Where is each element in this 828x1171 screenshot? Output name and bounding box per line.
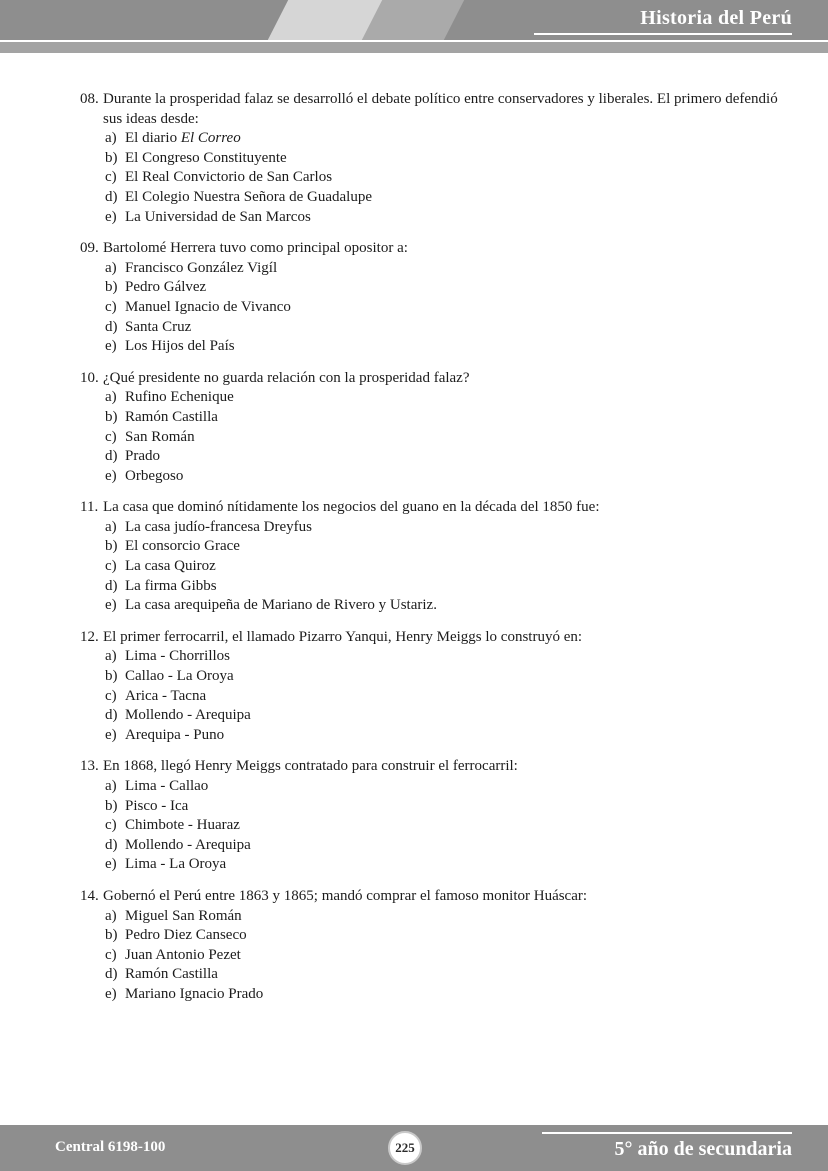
- option-letter: a): [105, 130, 117, 147]
- option-text: El Congreso Constituyente: [125, 149, 287, 166]
- option-b: [105, 149, 790, 169]
- grade-label: 5° año de secundaria: [614, 1138, 792, 1160]
- option-text: Lima - Chorrillos: [125, 648, 230, 665]
- questions: [0, 54, 828, 1017]
- option-letter: a): [105, 518, 117, 535]
- option-b: [105, 537, 790, 557]
- options-list: [105, 388, 790, 486]
- page-header: [0, 0, 828, 53]
- option-letter: e): [105, 597, 117, 614]
- question-09: [80, 239, 790, 357]
- option-text: La casa arequipeña de Mariano de Rivero y Ustariz.: [125, 597, 437, 614]
- option-c: [105, 298, 790, 318]
- question-text: En 1868, llegó Henry Meiggs contratado para construir el ferrocarril:: [103, 758, 518, 775]
- title-underline: [534, 33, 792, 35]
- question-08: [80, 90, 790, 227]
- question-number: 12.: [80, 628, 99, 645]
- option-letter: e): [105, 208, 117, 225]
- option-text: El Colegio Nuestra Señora de Guadalupe: [125, 188, 373, 205]
- question-10: [80, 369, 790, 487]
- option-text: El Real Convictorio de San Carlos: [125, 169, 333, 186]
- option-c: [105, 946, 790, 966]
- options-list: [105, 647, 790, 745]
- course-title: Historia del Perú: [640, 7, 792, 29]
- option-letter: b): [105, 408, 118, 425]
- option-letter: e): [105, 467, 117, 484]
- option-letter: b): [105, 797, 118, 814]
- option-e: [105, 726, 790, 746]
- page-number-badge: 225: [388, 1131, 422, 1165]
- option-b: [105, 797, 790, 817]
- question-text: El primer ferrocarril, el llamado Pizarro Yanqui, Henry Meiggs lo construyó en:: [103, 628, 583, 645]
- options-list: [105, 907, 790, 1005]
- option-text: Mollendo - Arequipa: [125, 836, 251, 853]
- footer-underline: [542, 1132, 792, 1134]
- option-e: [105, 467, 790, 487]
- option-d: [105, 188, 790, 208]
- option-letter: d): [105, 448, 118, 465]
- option-text: Los Hijos del País: [125, 338, 235, 355]
- header-sub-band: [0, 42, 828, 53]
- option-c: [105, 557, 790, 577]
- question-text: La casa que dominó nítidamente los negocios del guano en la década del 1850 fue:: [103, 499, 600, 516]
- option-text: Mollendo - Arequipa: [125, 707, 251, 724]
- option-letter: a): [105, 778, 117, 794]
- option-letter: b): [105, 279, 118, 296]
- option-a: [105, 907, 790, 927]
- options-list: [105, 777, 790, 875]
- option-letter: a): [105, 907, 117, 924]
- option-letter: a): [105, 648, 117, 665]
- option-text: Prado: [125, 448, 160, 465]
- question-number: 08.: [80, 91, 99, 107]
- option-text: Ramón Castilla: [125, 966, 218, 983]
- option-e: [105, 208, 790, 228]
- option-text: La Universidad de San Marcos: [125, 208, 311, 225]
- option-d: [105, 577, 790, 597]
- question-number: 13.: [80, 758, 99, 775]
- option-letter: c): [105, 817, 117, 834]
- option-a: [105, 259, 790, 279]
- question-text: Bartolomé Herrera tuvo como principal opositor a:: [103, 240, 408, 257]
- header-banner: [0, 0, 828, 40]
- question-text: ¿Qué presidente no guarda relación con la prosperidad falaz?: [103, 369, 470, 386]
- option-text: Francisco González Vigíl: [125, 259, 278, 276]
- option-text: Manuel Ignacio de Vivanco: [125, 298, 291, 315]
- option-text: San Román: [125, 428, 195, 445]
- option-text: Callao - La Oroya: [125, 668, 234, 685]
- options-list: [105, 518, 790, 616]
- options-list: [105, 259, 790, 357]
- option-letter: a): [105, 259, 117, 276]
- option-text: Arequipa - Puno: [125, 726, 225, 743]
- option-text: Juan Antonio Pezet: [125, 946, 241, 963]
- option-d: [105, 965, 790, 985]
- question-number: 14.: [80, 887, 99, 904]
- option-a: [105, 777, 790, 797]
- option-b: [105, 408, 790, 428]
- question-12: [80, 628, 790, 746]
- option-a: [105, 647, 790, 667]
- option-text: Orbegoso: [125, 467, 184, 484]
- option-text: Pedro Diez Canseco: [125, 927, 247, 944]
- option-text: El diario El Correo: [125, 130, 241, 147]
- question-stem: [80, 757, 790, 777]
- option-letter: d): [105, 707, 118, 724]
- option-letter: c): [105, 687, 117, 704]
- option-c: [105, 816, 790, 836]
- question-stem: [80, 90, 790, 129]
- option-letter: d): [105, 577, 118, 594]
- option-e: [105, 337, 790, 357]
- option-letter: c): [105, 298, 117, 315]
- option-a: [105, 388, 790, 408]
- option-letter: d): [105, 318, 118, 335]
- option-text: La casa judío-francesa Dreyfus: [125, 518, 312, 535]
- option-text: Santa Cruz: [125, 318, 192, 335]
- option-e: [105, 855, 790, 875]
- option-text: Pisco - Ica: [125, 797, 189, 814]
- question-14: [80, 887, 790, 1005]
- option-letter: e): [105, 338, 117, 355]
- option-letter: c): [105, 946, 117, 963]
- option-text: Rufino Echenique: [125, 389, 234, 406]
- option-letter: c): [105, 558, 117, 575]
- option-a: [105, 518, 790, 538]
- option-letter: d): [105, 966, 118, 983]
- options-list: [105, 129, 790, 227]
- option-text: La firma Gibbs: [125, 577, 217, 594]
- option-letter: b): [105, 149, 118, 166]
- option-text: Pedro Gálvez: [125, 279, 207, 296]
- option-d: [105, 447, 790, 467]
- option-letter: d): [105, 836, 118, 853]
- option-text: Arica - Tacna: [125, 687, 207, 704]
- option-letter: b): [105, 668, 118, 685]
- option-a: [105, 129, 790, 149]
- option-c: [105, 428, 790, 448]
- option-b: [105, 926, 790, 946]
- option-text: Lima - La Oroya: [125, 856, 227, 873]
- option-letter: e): [105, 985, 117, 1002]
- option-text: Ramón Castilla: [125, 408, 218, 425]
- option-d: [105, 836, 790, 856]
- option-b: [105, 667, 790, 687]
- option-b: [105, 278, 790, 298]
- option-d: [105, 706, 790, 726]
- question-stem: [80, 369, 790, 389]
- option-e: [105, 596, 790, 616]
- question-stem: [80, 239, 790, 259]
- option-letter: b): [105, 927, 118, 944]
- option-letter: b): [105, 538, 118, 555]
- option-letter: e): [105, 856, 117, 873]
- question-number: 09.: [80, 240, 99, 257]
- question-stem: [80, 887, 790, 907]
- question-number: 10.: [80, 369, 99, 386]
- page-footer: [0, 1125, 828, 1171]
- option-c: [105, 168, 790, 188]
- option-letter: a): [105, 389, 117, 406]
- option-e: [105, 985, 790, 1005]
- option-letter: e): [105, 726, 117, 743]
- option-letter: c): [105, 428, 117, 445]
- option-d: [105, 318, 790, 338]
- option-text: Miguel San Román: [125, 907, 242, 924]
- question-stem: [80, 628, 790, 648]
- option-letter: d): [105, 188, 118, 205]
- question-text: Durante la prosperidad falaz se desarrolló el debate político entre conservadores y liberales. El primero defendió sus ideas desde:: [103, 91, 778, 127]
- phone-label: Central 6198-100: [55, 1139, 166, 1155]
- question-stem: [80, 498, 790, 518]
- option-text: Lima - Callao: [125, 778, 209, 794]
- option-letter: c): [105, 169, 117, 186]
- question-number: 11.: [80, 499, 99, 516]
- option-text: El consorcio Grace: [125, 538, 240, 555]
- question-13: [80, 757, 790, 875]
- question-11: [80, 498, 790, 616]
- question-text: Gobernó el Perú entre 1863 y 1865; mandó comprar el famoso monitor Huáscar:: [103, 887, 588, 904]
- option-text: Chimbote - Huaraz: [125, 817, 240, 834]
- option-text: Mariano Ignacio Prado: [125, 985, 264, 1002]
- option-text: La casa Quiroz: [125, 558, 216, 575]
- option-c: [105, 687, 790, 707]
